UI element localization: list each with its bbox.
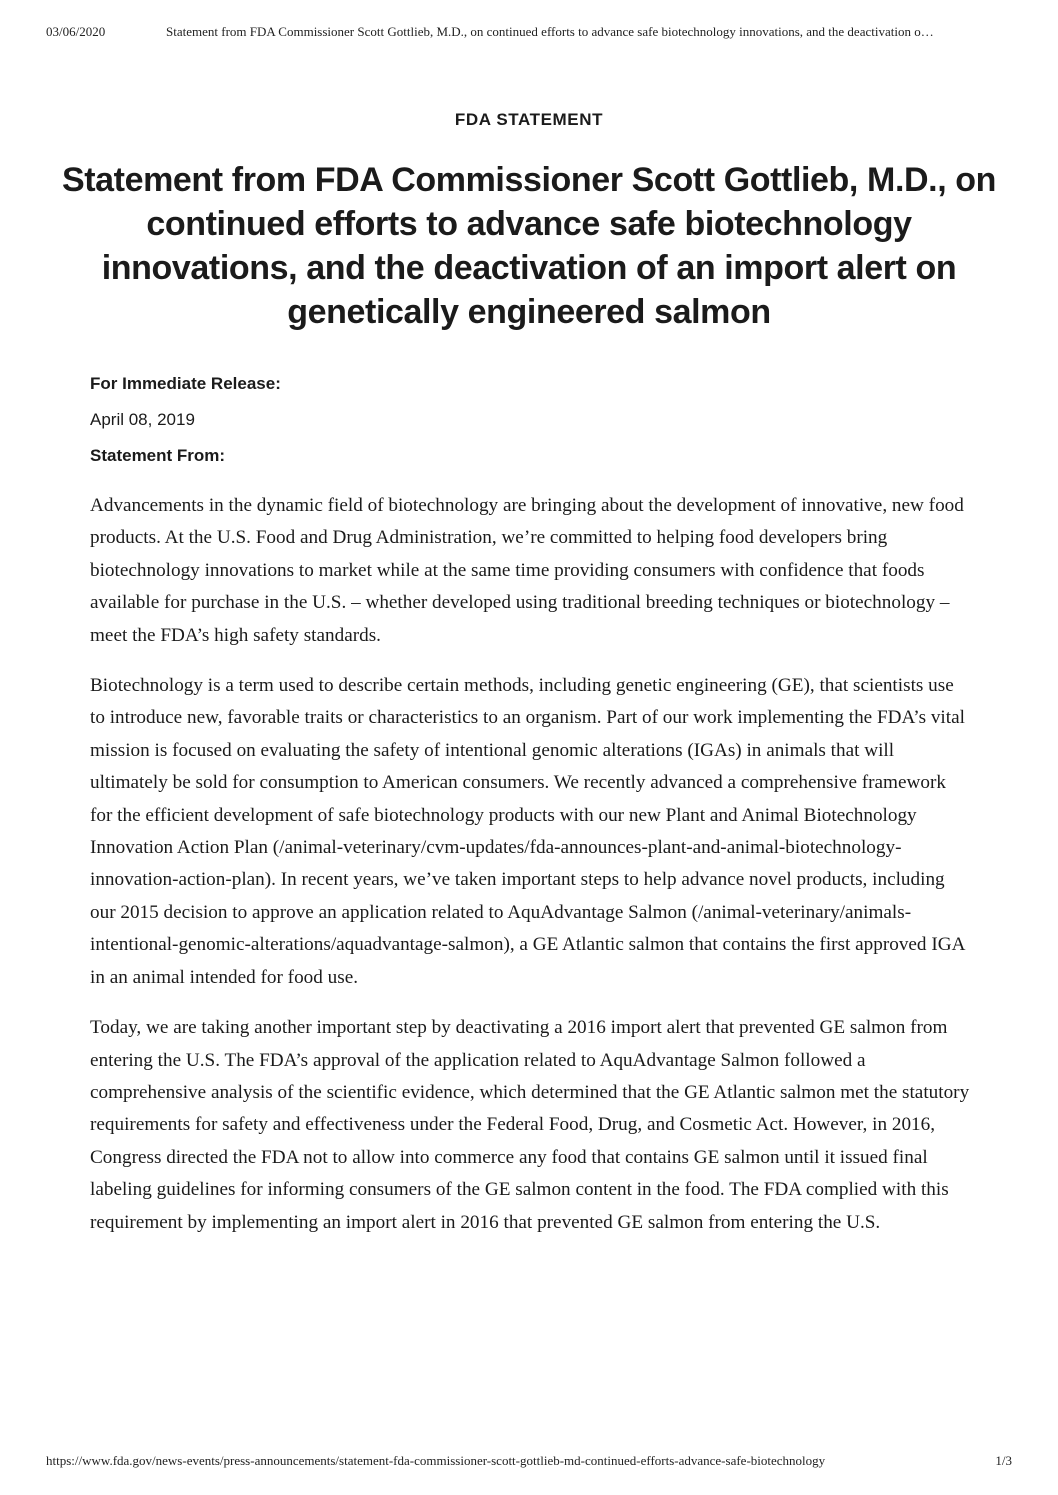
article-paragraph: Biotechnology is a term used to describe certain methods, including genetic engineering (GE), that scientists use to introduce new, favorable traits or characteristics to an organism. Part of our work implementing the FDA’s vital mission is focused on evaluating the safety of intentional genomic alterations (IGAs) in animals that will ultimately be sold for consumption to American consumers. We recently advanced a comprehensive framework for the efficient development of safe biotechnology products with our new Plant and Animal Biotechnology Innovation Action Plan (/animal-veterinary/cvm-updates/fda-announces-plant-and-animal-biotechnology-innovation-action-plan). In recent years, we’ve taken important steps to help advance novel products, including our 2015 decision to approve an application related to AquAdvantage Salmon (/animal-veterinary/animals-intentional-genomic-alterations/aquadvantage-salmon), a GE Atlantic salmon that contains the first approved IGA in an animal intended for food use.	[90, 675, 965, 988]
statement-from-label: Statement From:	[90, 446, 226, 465]
print-footer	[46, 1453, 1012, 1473]
page-number: 1/3	[995, 1453, 1012, 1468]
article-title: Statement from FDA Commissioner Scott Gottlieb, M.D., on continued efforts to advance safe biotechnology innovations, and the deactivation of an import alert on genetically engineered salmon	[61, 161, 997, 331]
print-page-title: Statement from FDA Commissioner Scott Gottlieb, M.D., on continued efforts to advance safe biotechnology innovations, and the deactivation o…	[166, 24, 934, 39]
article-eyebrow: FDA STATEMENT	[454, 110, 604, 129]
release-meta	[90, 366, 970, 474]
article-paragraph: Advancements in the dynamic field of biotechnology are bringing about the development of innovative, new food products. At the U.S. Food and Drug Administration, we’re committed to helping food developers bring biotechnology innovations to market while at the same time providing consumers with confidence that foods available for purchase in the U.S. – whether developed using traditional breeding techniques or biotechnology – meet the FDA’s high safety standards.	[90, 495, 964, 646]
print-date: 03/06/2020	[46, 24, 106, 39]
print-url: https://www.fda.gov/news-events/press-announcements/statement-fda-commissioner-scott-gottlieb-md-continued-efforts-advance-safe-biotechnology	[46, 1453, 826, 1468]
article-body	[90, 490, 970, 1257]
release-date: April 08, 2019	[90, 410, 195, 429]
article-paragraph: Today, we are taking another important step by deactivating a 2016 import alert that prevented GE salmon from entering the U.S. The FDA’s approval of the application related to AquAdvantage Salmon followed a comprehensive analysis of the scientific evidence, which determined that the GE Atlantic salmon met the statutory requirements for safety and effectiveness under the Federal Food, Drug, and Cosmetic Act. However, in 2016, Congress directed the FDA not to allow into commerce any food that contains GE salmon until it issued final labeling guidelines for informing consumers of the GE salmon content in the food. The FDA complied with this requirement by implementing an import alert in 2016 that prevented GE salmon from entering the U.S.	[90, 1017, 970, 1233]
print-header	[46, 24, 1018, 44]
release-label: For Immediate Release:	[90, 374, 281, 393]
